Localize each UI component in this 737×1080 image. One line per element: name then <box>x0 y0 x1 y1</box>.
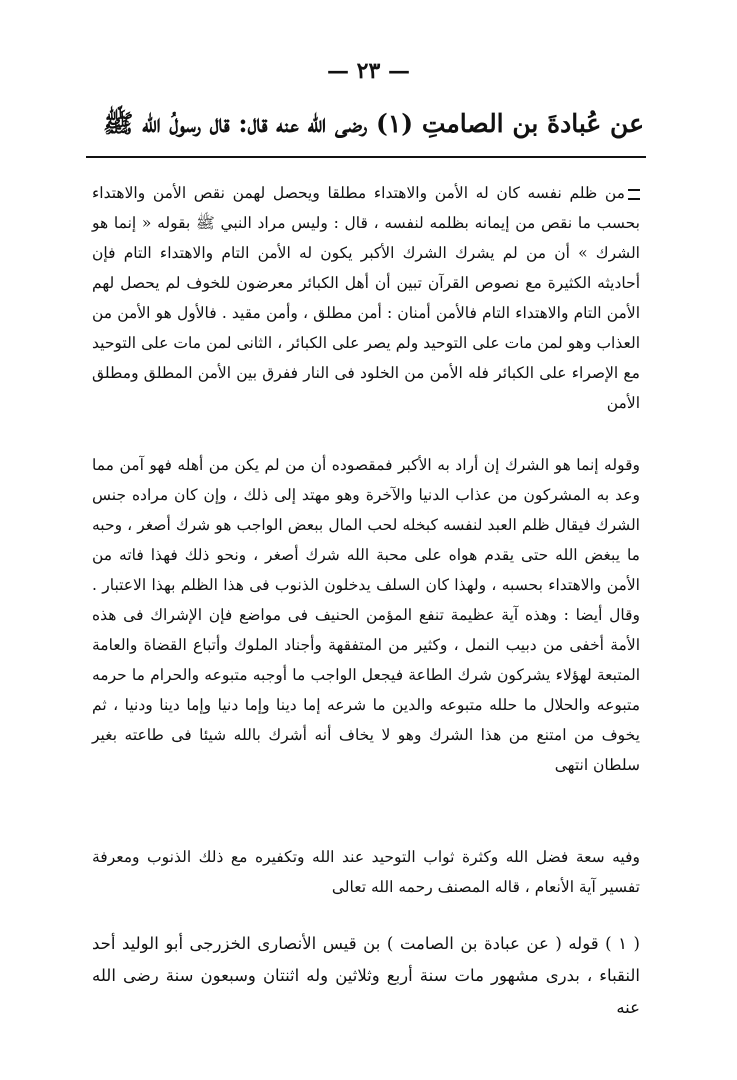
paragraph-1-text: من ظلم نفسه كان له الأمن والاهتداء مطلقا ويحصل لهمن نقص الأمن والاهتداء بحسب ما نقص من إيمانه بظلمه لنفسه ، قال : وليس مراد النبي ﷺ بقوله « إنما هو الشرك » أن من لم يشرك الشرك الأكبر يكون له الأمن التام والاهتداء التام فإن أحاديثه الكثيرة مع نصوص القرآن تبين أن أهل الكبائر معرضون للخوف لم يحصل لهم الأمن التام والاهتداء التام فالأمن أمنان : أمن مطلق ، وأمن مقيد . فالأول هو الأمن من العذاب وهو لمن مات على التوحيد ولم يصر على الكبائر ، الثانى لمن مات على التوحيد مع الإصراء على الكبائر فله الأمن من الخلود فى النار ففرق بين الأمن المطلق ومطلق الأمن <box>92 184 640 412</box>
footnote <box>92 928 640 1032</box>
paragraph-2-text: وقوله إنما هو الشرك إن أراد به الأكبر فمقصوده أن من لم يكن من أهله فهو آمن مما وعد به المشركون من عذاب الدنيا والآخرة وهو مهتد إلى ذلك ، وإن كان مراده جنس الشرك فيقال ظلم العبد لنفسه كبخله لحب المال ببعض الواجب هو شرك أصغر ، وحبه ما يبغض الله حتى يقدم هواه على محبة الله شرك أصغر ، ونحو ذلك فهذا فاته من الأمن والاهتداء بحسبه ، ولهذا كان السلف يدخلون الذنوب فى هذا الظلم بهذا الاعتبار . وقال أيضا : وهذه آية عظيمة تنفع المؤمن الحنيف فى مواضع فإن الإشراك فى هذه الأمة أخفى من دبيب النمل ، وكثير من المتفقهة وأجناد الملوك وأتباع القضاة والعامة المتبعة لهؤلاء يشركون شرك الطاعة فيجعل الواجب ما أوجبه متبوعه والحرام ما حرمه متبوعه والحلال ما حلله متبوعه والدين ما شرعه إما دينا وإما دنيا وإما دينا ودنيا ، ثم يخوف من امتنع من هذا الشرك وهو لا يخاف أنه أشرك بالله شيئا فى طاعته بغير سلطان انتهى <box>92 456 640 774</box>
commentary-paragraph-1 <box>92 178 640 426</box>
section-heading: عن عُبادةَ بن الصامتِ (١) رضى الله عنه قال: قال رسولُ الله ﷺ <box>103 109 644 138</box>
heading-divider <box>86 156 646 158</box>
footnote-text: ( ١ ) قوله ( عن عبادة بن الصامت ) بن قيس الأنصارى الخزرجى أبو الوليد أحد النقباء ، بدرى مشهور مات سنة أربع وثلاثين وله اثنتان وسبعون سنة رضى الله عنه <box>92 934 640 1017</box>
paragraph-3-text: وفيه سعة فضل الله وكثرة ثواب التوحيد عند الله وتكفيره مع ذلك الذنوب ومعرفة تفسير آية الأنعام ، قاله المصنف رحمه الله تعالى <box>92 848 640 896</box>
continuation-mark-icon <box>628 189 640 200</box>
commentary-paragraph-3 <box>92 842 640 910</box>
commentary-paragraph-2 <box>92 450 640 788</box>
page-number: — ٢٣ — <box>327 58 410 84</box>
